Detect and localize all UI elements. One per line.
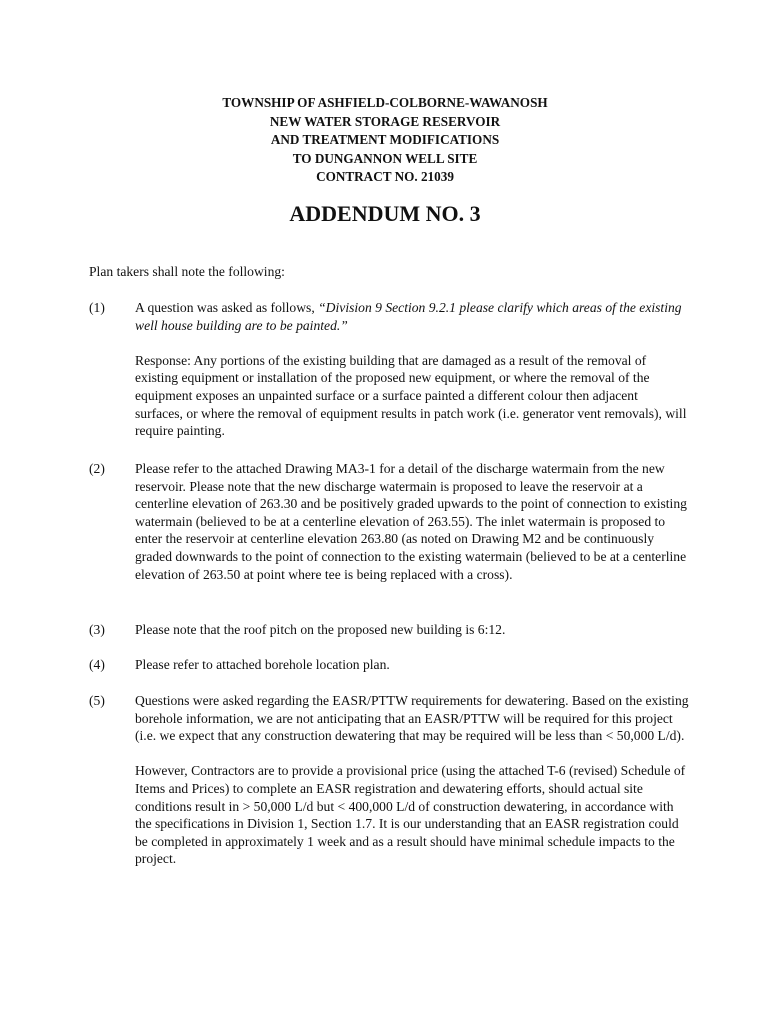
- item-body: [135, 621, 689, 639]
- item-paragraph-continued: However, Contractors are to provide a provisional price (using the attached T-6 (revised) Schedule of Items and Prices) to complete an EASR registration and dewatering efforts, should actual site conditions result in > 50,000 L/d but < 400,000 L/d of construction dewatering, in accordance with the specifications in Division 1, Section 1.7. It is our understanding that an EASR registration could be completed in approximately 1 week and as a result should have minimal schedule impacts to the project.: [135, 763, 686, 867]
- header-project-line-2: AND TREATMENT MODIFICATIONS: [270, 132, 500, 147]
- item-paragraph: Please refer to attached borehole location plan.: [135, 657, 390, 672]
- item-body: [135, 656, 689, 674]
- item-paragraph: Questions were asked regarding the EASR/PTTW requirements for dewatering. Based on the existing borehole information, we are not anticipating that an EASR/PTTW will be required for this project (i.e. we expect that any construction dewatering that may be required will be less than < 50,000 L/d).: [135, 693, 689, 744]
- header-project-line-3: TO DUNGANNON WELL SITE: [292, 150, 478, 166]
- item-number: (4): [89, 657, 105, 672]
- header-project-line-1: NEW WATER STORAGE RESERVOIR: [269, 113, 501, 129]
- question-quote: “Division 9 Section 9.2.1 please clarify which areas of the existing well house building are to be painted.”: [135, 300, 682, 333]
- intro-text: Plan takers shall note the following:: [89, 264, 285, 279]
- item-number: (5): [89, 693, 105, 708]
- response-paragraph: Response: Any portions of the existing building that are damaged as a result of the removal of existing equipment or installation of the proposed new equipment, or where the removal of the equipment exposes an unpainted surface or a surface painted a different colour then adjacent surfaces, or where the removal of equipment results in patch work (i.e. generator vent removals), will require painting.: [135, 352, 687, 439]
- item-body: [135, 299, 689, 440]
- item-number: (1): [89, 300, 105, 315]
- item-paragraph: Please note that the roof pitch on the proposed new building is 6:12.: [135, 622, 506, 637]
- header-township: TOWNSHIP OF ASHFIELD-COLBORNE-WAWANOSH: [222, 95, 548, 110]
- addendum-title: ADDENDUM NO. 3: [289, 201, 481, 226]
- item-number: (3): [89, 622, 105, 637]
- question-lead: A question was asked as follows,: [135, 300, 319, 315]
- item-body: [135, 460, 689, 583]
- item-body: [135, 692, 689, 868]
- question-paragraph: [135, 299, 689, 334]
- item-number: (2): [89, 461, 105, 476]
- item-paragraph: Please refer to the attached Drawing MA3-1 for a detail of the discharge watermain from the new reservoir. Please note that the new discharge watermain is proposed to leave the reservoir at a centerline elevation of 263.30 and be positively graded upwards to the point of connection to existing watermain (believed to be at a centerline elevation of 263.55). The inlet watermain is proposed to enter the reservoir at centerline elevation 263.80 (as noted on Drawing M2 and be continuously graded downwards to the point of connection to the existing watermain (believed to be at a centerline elevation of 263.50 at point where tee is being replaced with a cross).: [135, 461, 687, 582]
- header-contract-number: CONTRACT NO. 21039: [316, 169, 454, 184]
- document-header: [0, 94, 770, 187]
